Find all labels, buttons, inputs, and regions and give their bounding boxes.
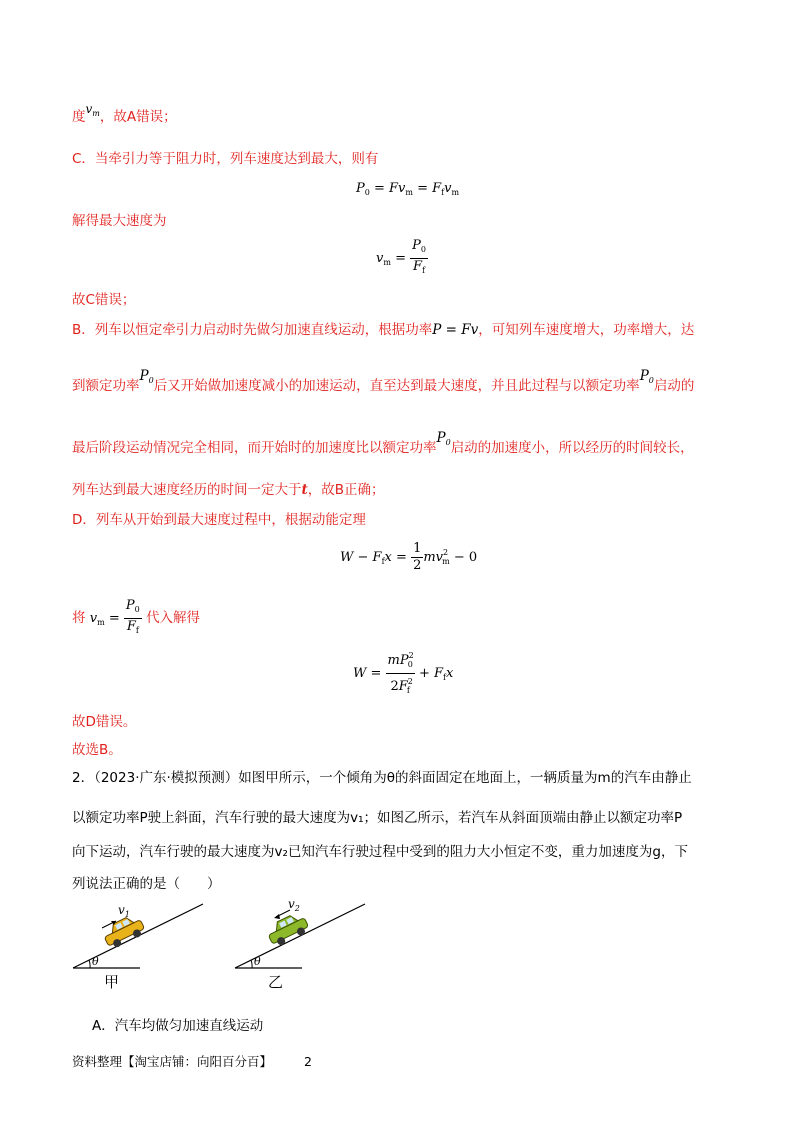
text-du: 度 — [72, 109, 86, 125]
d-intro: D．列车从开始到最大速度过程中，根据动能定理 — [72, 512, 366, 528]
final-answer: 故选B。 — [72, 742, 122, 758]
var-v-sub: m — [92, 109, 100, 118]
b-line3-b: 启动的加速度小，所以经历的时间较长， — [450, 440, 694, 456]
var-v-letter: v — [85, 102, 93, 116]
text-a-wrong: ，故A错误； — [99, 109, 177, 125]
b-line3-a: 最后阶段运动情况完全相同，而开始时的加速度比以额定功率 — [72, 440, 437, 456]
car-yellow-icon — [101, 912, 147, 950]
figure-label-jia: 甲 — [104, 973, 120, 991]
question-line-3: 向下运动，汽车行驶的最大速度为v₂已知汽车行驶过程中受到的阻力大小恒定不变，重力加速度为g，下 — [72, 844, 688, 860]
b-line-2 — [72, 368, 695, 401]
angle-theta: θ — [92, 955, 99, 968]
question-text-1: 如图甲所示，一个倾角为θ的斜面固定在地面上，一辆质量为m的汽车由静止 — [238, 770, 692, 786]
p0-inline-2: $P_0$ — [639, 368, 654, 385]
b-line4-a: 列车达到最大速度经历的时间一定大于 — [72, 482, 302, 498]
p0-inline-1: $P_0$ — [139, 368, 154, 385]
question-line-1 — [72, 768, 692, 788]
b-line1-pre: B．列车以恒定牵引力启动时先做匀加速直线运动，根据功率 — [72, 322, 433, 338]
question-line-4: 列说法正确的是（ ） — [72, 876, 221, 892]
b-line2-c: 启动的 — [653, 378, 695, 394]
v2-arrow-head — [274, 914, 280, 919]
footer-page-number: 2 — [304, 1054, 312, 1069]
max-speed-label: 解得最大速度为 — [72, 213, 167, 229]
figure-jia — [68, 898, 208, 994]
vm-inline: $v_m$ = $\frac{P_0}{F_f}$ — [89, 598, 140, 635]
substitute-line — [72, 598, 200, 639]
b-line2-a: 到额定功率 — [72, 378, 140, 394]
footer-source: 资料整理【淘宝店铺：向阳百分百】 — [72, 1054, 273, 1069]
question-source: （2023·广东·模拟预测） — [94, 770, 239, 786]
equation-power-max: $P_0 = Fv_m = F_fv_m$ — [356, 181, 460, 197]
c-intro: C．当牵引力等于阻力时，列车速度达到最大，则有 — [72, 151, 379, 167]
v2-label: $v_2$ — [288, 898, 300, 913]
var-t: t — [301, 482, 308, 498]
equation-w-result: W = $\frac{mP^2_0}{2F^2_f}$ + $F_fx$ — [353, 648, 453, 699]
car-green-icon — [265, 910, 311, 948]
v1-label: $v_1$ — [118, 903, 130, 919]
figure-label-yi: 乙 — [268, 973, 284, 991]
angle-arc — [89, 960, 90, 968]
equation-work-energy: $W - F_fx$ = $\frac{1}{2}$ $mv^2_m - 0$ — [340, 541, 478, 573]
c-conclusion: 故C错误； — [72, 292, 136, 308]
line-a-conclusion — [72, 102, 177, 132]
question-number: 2． — [72, 770, 95, 786]
angle-theta: θ — [254, 955, 261, 968]
b-line1-post: ，可知列车速度增大，功率增大，达 — [478, 322, 695, 338]
p0-inline-3: $P_0$ — [436, 430, 451, 447]
d-conclusion: 故D错误。 — [72, 714, 137, 730]
sub-pre: 将 — [72, 610, 86, 626]
figure-yi — [230, 898, 370, 994]
b-line4-b: ，故B正确； — [307, 482, 385, 498]
var-v — [86, 102, 100, 116]
angle-arc — [251, 960, 252, 968]
b-line-4 — [72, 480, 385, 500]
eq-p-fv: P = Fv — [432, 322, 479, 338]
b-line-1 — [72, 320, 694, 340]
equation-vm: $v_m$ = $\frac{P_0}{F_f}$ — [376, 238, 426, 275]
question-line-2: 以额定功率P驶上斜面，汽车行驶的最大速度为v₁；如图乙所示，若汽车从斜面顶端由静止以额定功率P — [72, 810, 683, 826]
sub-post: 代入解得 — [146, 610, 201, 626]
option-a: A．汽车均做匀加速直线运动 — [92, 1018, 264, 1034]
b-line2-b: 后又开始做加速度减小的加速运动，直至达到最大速度，并且此过程与以额定功率 — [153, 378, 640, 394]
b-line-3 — [72, 430, 694, 463]
